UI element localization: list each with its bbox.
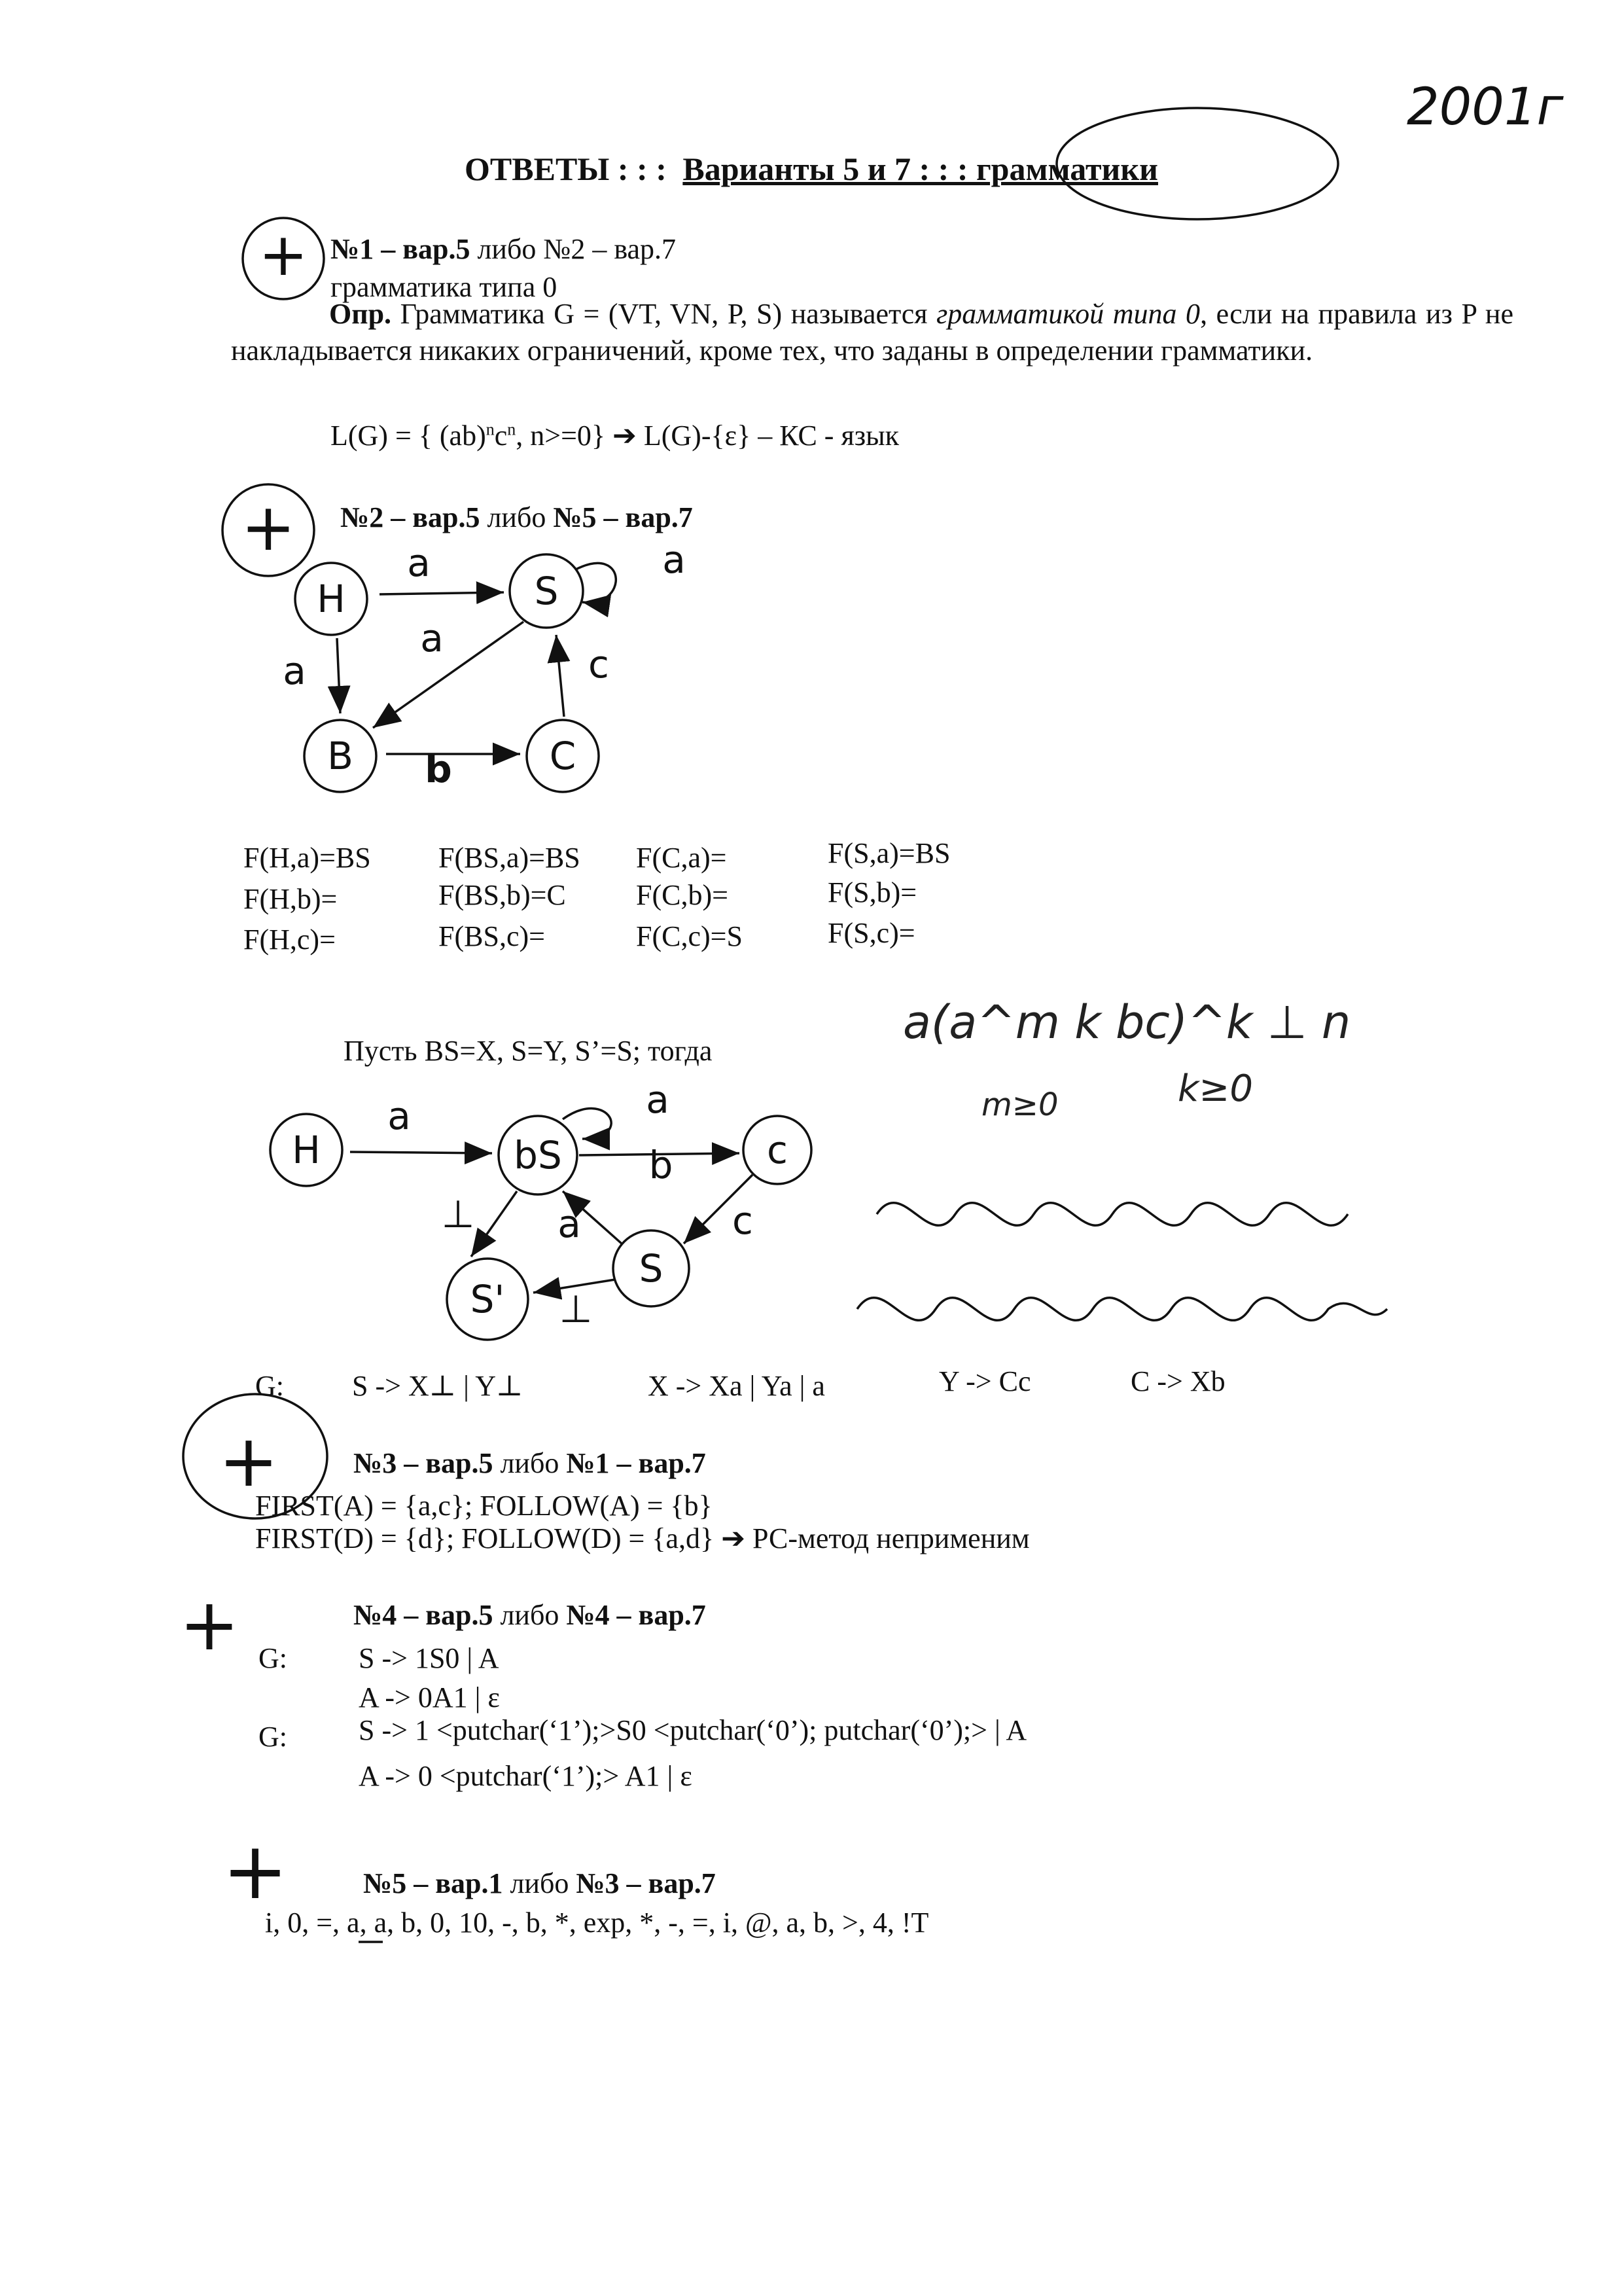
table-cell: F(C,b)= xyxy=(636,879,728,911)
table-cell: F(S,c)= xyxy=(828,917,915,949)
g2-label-c: c xyxy=(767,1128,788,1172)
q1-subtitle: грамматика типа 0 xyxy=(330,271,557,303)
q2-grammar-rule: X -> Xa | Ya | a xyxy=(648,1370,825,1402)
handwritten-k-cond: k≥0 xyxy=(1178,1067,1253,1110)
g1-edge-s-b xyxy=(373,622,523,728)
table-cell: F(H,a)=BS xyxy=(243,842,371,874)
plus-mark-3: + xyxy=(218,1419,279,1503)
q4-g2-line-2: A -> 0 <putchar(‘1’);> A1 | ε xyxy=(359,1760,692,1792)
table-cell: F(BS,a)=BS xyxy=(438,842,580,874)
g1-label-s: S xyxy=(534,569,559,613)
q2-grammar-rule: Y -> Cc xyxy=(939,1365,1031,1397)
q4-heading: №4 – вар.5 либо №4 – вар.7 xyxy=(353,1599,706,1631)
q4-g2-label: G: xyxy=(258,1721,287,1753)
table-cell: F(C,a)= xyxy=(636,842,727,874)
table-cell: F(BS,b)=C xyxy=(438,879,566,911)
g2-edge-label-bsc: b xyxy=(648,1143,673,1187)
q1-language: L(G) = { $(ab)^nc^n$, n>=0} ➔ L(G)-{ε} – КС - язык xyxy=(330,420,900,452)
table-cell: F(S,a)=BS xyxy=(828,837,951,869)
scribble-loops-2 xyxy=(857,1298,1387,1321)
g1-label-h: H xyxy=(317,577,345,621)
hand-circle-title xyxy=(1057,108,1338,219)
g1-edge-label-hs: a xyxy=(407,541,431,585)
g2-edge-label-bssp: ⊥ xyxy=(441,1192,475,1236)
g2-label-h: H xyxy=(292,1128,321,1172)
q5-sequence: i, 0, =, a, a, b, 0, 10, -, b, *, exp, *, -, =, i, @, a, b, >, 4, !T xyxy=(265,1907,929,1939)
plus-mark-1: + xyxy=(258,221,308,289)
q2-grammar-rule: S -> X⊥ | Y⊥ xyxy=(352,1370,523,1402)
g2-label-sprime: S' xyxy=(470,1277,505,1321)
q5-heading: №5 – вар.1 либо №3 – вар.7 xyxy=(363,1867,716,1899)
header-prefix: ОТВЕТЫ : : : xyxy=(465,151,667,187)
q3-line-2: FIRST(D) = {d}; FOLLOW(D) = {a,d} ➔ РС-метод неприменим xyxy=(255,1522,1030,1554)
plus-mark-5: + xyxy=(222,1826,289,1917)
table-cell: F(H,b)= xyxy=(243,883,338,915)
q2-heading: №2 – вар.5 либо №5 – вар.7 xyxy=(340,501,693,533)
plus-mark-4: + xyxy=(179,1583,240,1666)
g1-edge-label-cs: c xyxy=(588,642,609,687)
q3-line-1: FIRST(A) = {a,c}; FOLLOW(A) = {b} xyxy=(255,1490,713,1522)
table-cell: F(S,b)= xyxy=(828,876,917,908)
q2-grammar-label: G: xyxy=(255,1370,284,1402)
scribble-loops-1 xyxy=(877,1203,1348,1226)
plus-mark-2: + xyxy=(241,489,296,565)
table-cell: F(BS,c)= xyxy=(438,920,545,952)
g2-edge-label-cs: c xyxy=(732,1198,753,1243)
g1-edge-c-s xyxy=(556,635,564,717)
q2-grammar-rule: C -> Xb xyxy=(1131,1365,1226,1397)
g1-edge-label-bc: b xyxy=(425,747,452,791)
g2-label-s: S xyxy=(639,1246,663,1291)
handwritten-year: 2001г xyxy=(1407,78,1564,137)
q4-g1-line-2: A -> 0A1 | ε xyxy=(359,1681,500,1713)
q1-definition: Опр. Грамматика G = (VT, VN, P, S) называется грамматикой типа 0, если на правила из P не накладывается никаких ограничений, кроме тех, что заданы в определении грамматики. xyxy=(231,298,1513,367)
g1-label-c: C xyxy=(549,734,576,778)
handwritten-expression: a(a^m k bc)^k ⊥ n xyxy=(903,996,1351,1049)
g1-label-b: B xyxy=(327,734,353,778)
g2-edge-label-hbs: a xyxy=(387,1094,411,1138)
let-text: Пусть BS=X, S=Y, S’=S; тогда xyxy=(344,1035,713,1067)
g2-edge-label-ssp: ⊥ xyxy=(559,1287,593,1331)
g2-edge-h-bs xyxy=(350,1152,492,1153)
g1-edge-h-b xyxy=(337,638,340,713)
q3-heading: №3 – вар.5 либо №1 – вар.7 xyxy=(353,1447,706,1479)
table-cell: F(H,c)= xyxy=(243,924,336,956)
g1-edge-label-hb: a xyxy=(283,649,306,693)
g1-edge-h-s xyxy=(380,592,504,594)
g2-edge-bs-sprime xyxy=(471,1191,517,1257)
table-cell: F(C,c)=S xyxy=(636,920,743,952)
handwritten-m-cond: m≥0 xyxy=(981,1086,1059,1123)
q4-g1-line-1: S -> 1S0 | A xyxy=(359,1642,499,1674)
g2-label-bs: bS xyxy=(514,1133,562,1177)
g1-edge-label-loop: a xyxy=(662,537,686,582)
q4-g1-label: G: xyxy=(258,1642,287,1674)
g1-edge-label-sb: a xyxy=(420,616,444,660)
g2-edge-label-loop: a xyxy=(646,1077,669,1122)
q4-g2-line-1: S -> 1 <putchar(‘1’);>S0 <putchar(‘0’); putchar(‘0’);> | A xyxy=(359,1714,1027,1746)
q1-heading: №1 – вар.5 либо №2 – вар.7 xyxy=(330,233,677,265)
header-title: Варианты 5 и 7 : : : грамматики xyxy=(682,151,1158,187)
g2-edge-label-sbs: a xyxy=(557,1202,581,1246)
